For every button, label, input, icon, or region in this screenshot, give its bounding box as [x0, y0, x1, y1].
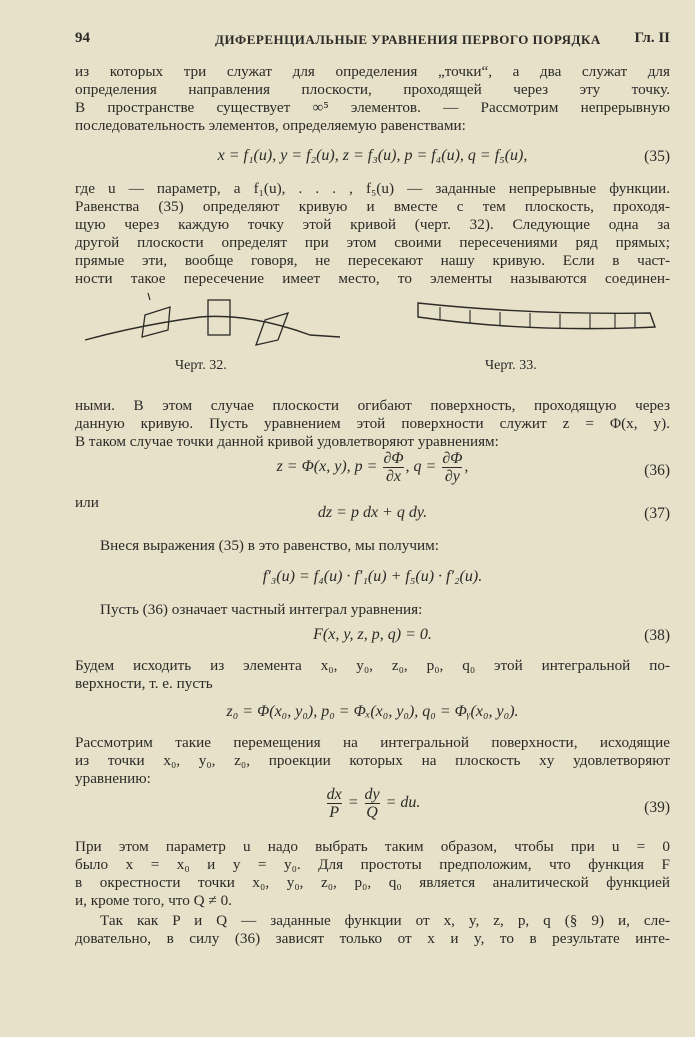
- text-line: последовательность элементов, определяемую равенствами:: [75, 117, 466, 134]
- eq39-part: = du.: [385, 794, 421, 812]
- text-line: ности такое пересечение имеет место, то элементы называются соединен-: [75, 270, 670, 287]
- equation-number: (35): [644, 148, 670, 165]
- text-line: определения направления плоскости, проходящей через эту точку.: [75, 81, 670, 98]
- text-line: из точки x₀, y₀, z₀, проекции которых на плоскость xy удовлетворяют: [75, 752, 670, 769]
- text-line: В таком случае точки данной кривой удовлетворяют уравнениям:: [75, 433, 499, 450]
- denominator: P: [329, 804, 340, 821]
- text-line: уравнению:: [75, 770, 151, 787]
- equation-36: [75, 450, 670, 485]
- text-line: щую через каждую точку этой кривой (черт. 32). Следующие одна за: [75, 216, 670, 233]
- text-line: Равенства (35) определяют кривую и вместе с тем плоскость, проходя-: [75, 198, 670, 215]
- numerator: ∂Φ: [383, 450, 404, 467]
- text-line: Рассмотрим такие перемещения на интегральной поверхности, исходящие: [75, 734, 670, 751]
- equation-initial: z₀ = Φ(x₀, y₀), p₀ = Φₓ(x₀, y₀), q₀ = Φᵧ(x₀, y₀).: [226, 703, 519, 720]
- page-number: 94: [75, 30, 90, 46]
- eq36-part: z = Φ(x, y), p =: [276, 458, 378, 476]
- text-line: довательно, в силу (36) зависят только от x и y, то в результате инте-: [75, 930, 670, 947]
- text-line: было x = x₀ и y = y₀. Для простоты предположим, что функция F: [75, 856, 670, 873]
- text-line: ными. В этом случае плоскости огибают поверхность, проходящую через: [75, 397, 670, 414]
- text-line: При этом параметр u надо выбрать таким образом, чтобы при u = 0: [75, 838, 670, 855]
- fraction: [383, 450, 403, 485]
- figure-32: [80, 285, 350, 355]
- text-line: другой плоскости определят при этом своими пересечениями ряд прямых;: [75, 234, 670, 251]
- text-line: в окрестности точки x₀, y₀, z₀, p₀, q₀ является аналитической функцией: [75, 874, 670, 891]
- fraction: [365, 786, 380, 821]
- figure-33-caption: Черт. 33.: [485, 358, 537, 373]
- equation-number: (39): [644, 799, 670, 816]
- denominator: ∂y: [444, 468, 460, 485]
- fraction: [327, 786, 342, 821]
- text-line: из которых три служат для определения „точки“, а два служат для: [75, 63, 670, 80]
- running-title: ДИФЕРЕНЦИАЛЬНЫЕ УРАВНЕНИЯ ПЕРВОГО ПОРЯДКА: [215, 32, 601, 47]
- figure-32-caption: Черт. 32.: [175, 358, 227, 373]
- text-line: Так как P и Q — заданные функции от x, y, z, p, q (§ 9) и, сле-: [100, 912, 670, 929]
- fraction: [442, 450, 462, 485]
- text-line: верхности, т. е. пусть: [75, 675, 213, 692]
- denominator: ∂x: [385, 468, 401, 485]
- text-line: В пространстве существует ∞⁵ элементов. — Рассмотрим непрерывную: [75, 99, 670, 116]
- text-line: и, кроме того, что Q ≠ 0.: [75, 892, 232, 909]
- eq36-part: , q =: [405, 458, 437, 476]
- numerator: dy: [364, 786, 380, 803]
- equation-number: (38): [644, 627, 670, 644]
- equation-38: F(x, y, z, p, q) = 0.: [313, 626, 432, 643]
- text-line: Внеся выражения (35) в это равенство, мы получим:: [100, 537, 439, 554]
- text-line: данную кривую. Пусть уравнением этой поверхности служит z = Φ(x, y).: [75, 415, 670, 432]
- equation-39: $\frac{dx}{P}$ = $\frac{dy}{Q}$ = du.: [326, 786, 421, 821]
- equation-unnumbered: f′₃(u) = f₄(u) · f′₁(u) + f₅(u) · f′₂(u).: [262, 568, 483, 585]
- figure-33: [410, 295, 660, 345]
- numerator: ∂Φ: [442, 450, 463, 467]
- text-line: Будем исходить из элемента x₀, y₀, z₀, p₀, q₀ этой интегральной по-: [75, 657, 670, 674]
- chapter-label: Гл. II: [634, 30, 670, 46]
- text-line: или: [75, 494, 99, 511]
- equation-37: dz = p dx + q dy.: [317, 504, 428, 521]
- equation-35: x = f₁(u), y = f₂(u), z = f₃(u), p = f₄(u), q = f₅(u),: [217, 147, 528, 164]
- eq36-part: ,: [464, 458, 469, 476]
- numerator: dx: [326, 786, 342, 803]
- text-line: прямые эти, вообще говоря, не пересекают нашу кривую. Если в част-: [75, 252, 670, 269]
- denominator: Q: [366, 804, 378, 821]
- equation-number: (37): [644, 505, 670, 522]
- equation-number: (36): [644, 462, 670, 479]
- text-line: где u — параметр, а f₁(u), . . . , f₅(u) — заданные непрерывные функции.: [75, 180, 670, 197]
- text-line: Пусть (36) означает частный интеграл уравнения:: [100, 601, 423, 618]
